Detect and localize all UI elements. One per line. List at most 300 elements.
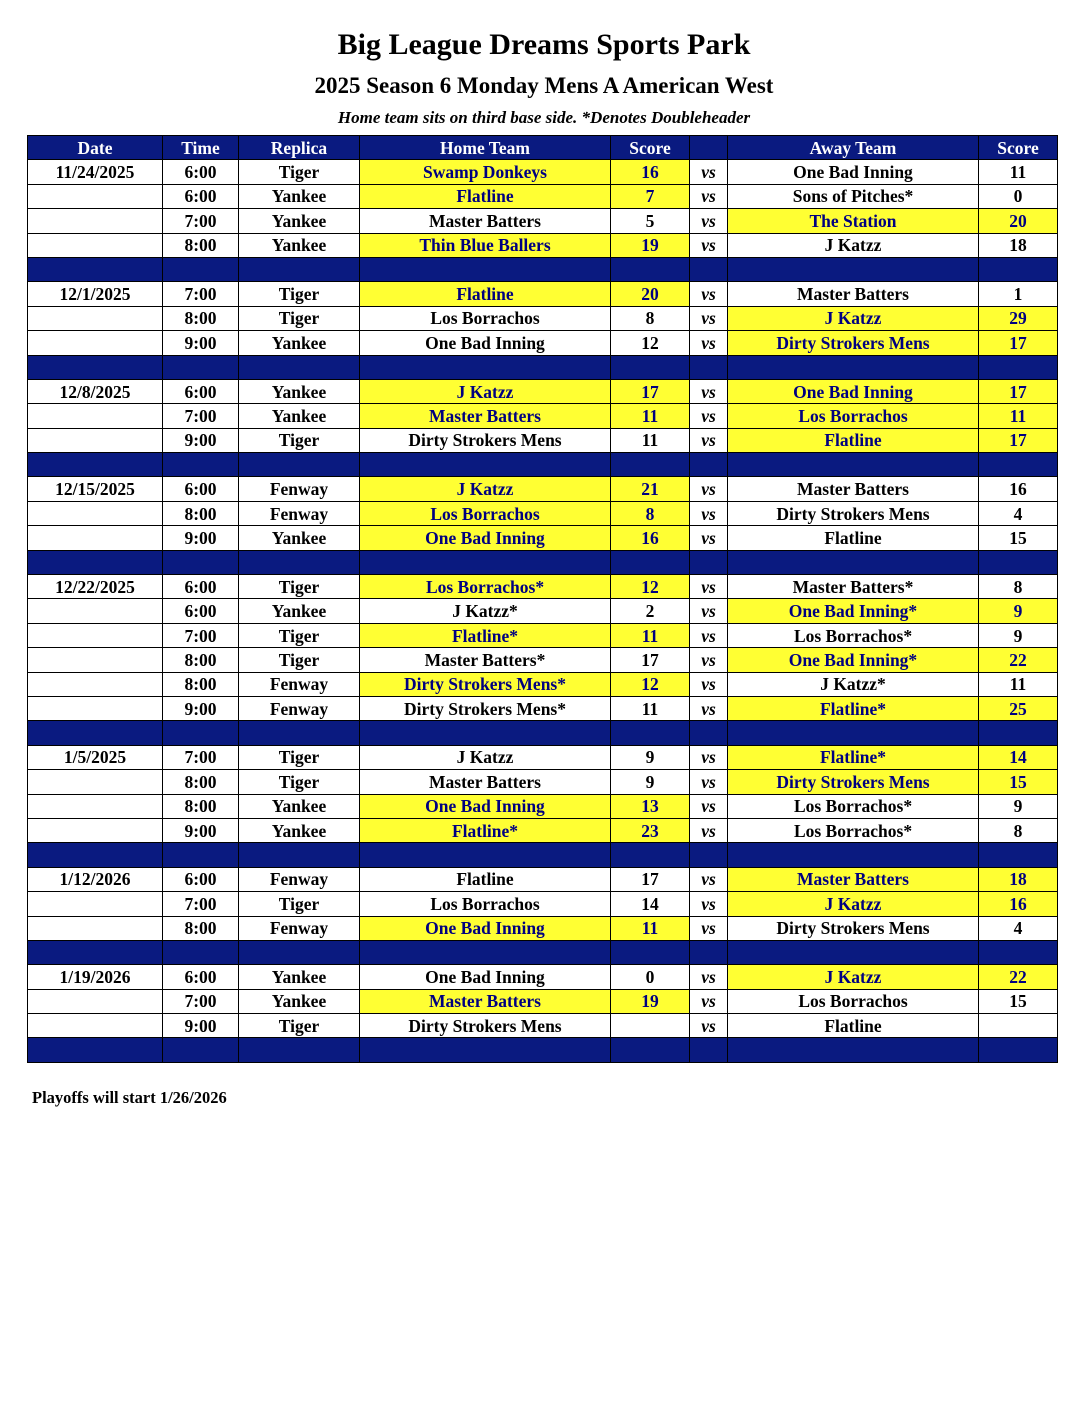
away-score: 17 [979, 428, 1058, 452]
home-team: Dirty Strokers Mens [360, 1014, 611, 1038]
game-replica: Yankee [239, 599, 360, 623]
game-time: 8:00 [163, 916, 239, 940]
week-separator-row [28, 843, 1058, 867]
game-replica: Yankee [239, 818, 360, 842]
separator-cell [728, 721, 979, 745]
away-score: 11 [979, 160, 1058, 184]
home-team: Master Batters [360, 209, 611, 233]
home-score: 12 [611, 331, 690, 355]
home-score: 7 [611, 184, 690, 208]
away-team: J Katzz* [728, 672, 979, 696]
away-team: Flatline [728, 526, 979, 550]
away-score: 29 [979, 306, 1058, 330]
vs-label: vs [690, 1014, 728, 1038]
separator-cell [690, 257, 728, 281]
table-header-row [28, 136, 1058, 160]
away-team: Flatline* [728, 696, 979, 720]
game-row [28, 672, 1058, 696]
separator-cell [728, 1038, 979, 1062]
away-score: 9 [979, 794, 1058, 818]
separator-cell [728, 550, 979, 574]
home-team: Swamp Donkeys [360, 160, 611, 184]
separator-cell [28, 550, 163, 574]
game-replica: Tiger [239, 1014, 360, 1038]
vs-label: vs [690, 818, 728, 842]
game-date [28, 696, 163, 720]
game-time: 6:00 [163, 599, 239, 623]
separator-cell [239, 550, 360, 574]
game-row [28, 794, 1058, 818]
separator-cell [690, 721, 728, 745]
away-score: 11 [979, 672, 1058, 696]
separator-cell [239, 843, 360, 867]
game-date: 1/19/2026 [28, 965, 163, 989]
separator-cell [360, 721, 611, 745]
separator-cell [28, 940, 163, 964]
away-team: Los Borrachos [728, 989, 979, 1013]
separator-cell [690, 453, 728, 477]
game-time: 8:00 [163, 770, 239, 794]
separator-cell [690, 940, 728, 964]
game-row [28, 526, 1058, 550]
home-team: Thin Blue Ballers [360, 233, 611, 257]
game-replica: Yankee [239, 989, 360, 1013]
game-replica: Yankee [239, 526, 360, 550]
home-team: Flatline* [360, 623, 611, 647]
vs-label: vs [690, 648, 728, 672]
page-title: Big League Dreams Sports Park [337, 28, 751, 61]
home-team: Dirty Strokers Mens* [360, 672, 611, 696]
vs-label: vs [690, 282, 728, 306]
separator-cell [28, 1038, 163, 1062]
game-replica: Tiger [239, 892, 360, 916]
separator-cell [360, 843, 611, 867]
vs-label: vs [690, 965, 728, 989]
separator-cell [611, 940, 690, 964]
away-score: 0 [979, 184, 1058, 208]
separator-cell [611, 355, 690, 379]
game-replica: Tiger [239, 282, 360, 306]
game-date [28, 648, 163, 672]
vs-label: vs [690, 575, 728, 599]
home-team: J Katzz [360, 379, 611, 403]
week-separator-row [28, 721, 1058, 745]
separator-cell [28, 257, 163, 281]
vs-label: vs [690, 526, 728, 550]
game-time: 8:00 [163, 672, 239, 696]
home-score: 14 [611, 892, 690, 916]
away-team: Los Borrachos* [728, 794, 979, 818]
game-time: 6:00 [163, 184, 239, 208]
separator-cell [611, 721, 690, 745]
home-score: 16 [611, 526, 690, 550]
vs-label: vs [690, 599, 728, 623]
game-time: 7:00 [163, 745, 239, 769]
vs-label: vs [690, 745, 728, 769]
week-separator-row [28, 940, 1058, 964]
home-team: One Bad Inning [360, 794, 611, 818]
home-team: J Katzz* [360, 599, 611, 623]
separator-cell [360, 257, 611, 281]
home-team: J Katzz [360, 477, 611, 501]
separator-cell [690, 1038, 728, 1062]
game-date [28, 623, 163, 647]
column-header-replica: Replica [239, 136, 360, 160]
separator-cell [239, 453, 360, 477]
away-team: J Katzz [728, 892, 979, 916]
separator-cell [728, 453, 979, 477]
home-score [611, 1014, 690, 1038]
column-header-date: Date [28, 136, 163, 160]
separator-cell [690, 550, 728, 574]
home-score: 20 [611, 282, 690, 306]
home-team: J Katzz [360, 745, 611, 769]
game-time: 8:00 [163, 648, 239, 672]
week-separator-row [28, 1038, 1058, 1062]
vs-label: vs [690, 306, 728, 330]
home-score: 17 [611, 648, 690, 672]
home-team: Los Borrachos [360, 306, 611, 330]
game-date: 12/22/2025 [28, 575, 163, 599]
home-team: One Bad Inning [360, 965, 611, 989]
separator-cell [163, 355, 239, 379]
separator-cell [611, 1038, 690, 1062]
away-score: 4 [979, 916, 1058, 940]
home-team: Flatline [360, 282, 611, 306]
game-row [28, 599, 1058, 623]
vs-label: vs [690, 331, 728, 355]
game-date [28, 404, 163, 428]
home-team: Los Borrachos* [360, 575, 611, 599]
game-row [28, 818, 1058, 842]
game-replica: Tiger [239, 428, 360, 452]
game-time: 6:00 [163, 477, 239, 501]
game-row [28, 696, 1058, 720]
game-time: 6:00 [163, 575, 239, 599]
game-row [28, 770, 1058, 794]
away-score: 8 [979, 575, 1058, 599]
away-score: 1 [979, 282, 1058, 306]
away-score: 25 [979, 696, 1058, 720]
separator-cell [239, 940, 360, 964]
separator-cell [163, 550, 239, 574]
away-score: 17 [979, 331, 1058, 355]
week-separator-row [28, 355, 1058, 379]
away-team: Los Borrachos* [728, 623, 979, 647]
game-replica: Tiger [239, 623, 360, 647]
home-score: 11 [611, 428, 690, 452]
separator-cell [979, 257, 1058, 281]
game-row [28, 233, 1058, 257]
separator-cell [360, 1038, 611, 1062]
away-team: Master Batters* [728, 575, 979, 599]
vs-label: vs [690, 428, 728, 452]
game-replica: Fenway [239, 501, 360, 525]
separator-cell [979, 550, 1058, 574]
home-score: 12 [611, 672, 690, 696]
home-team: Master Batters [360, 989, 611, 1013]
away-score: 16 [979, 892, 1058, 916]
separator-cell [979, 453, 1058, 477]
separator-cell [239, 355, 360, 379]
home-score: 2 [611, 599, 690, 623]
game-time: 6:00 [163, 965, 239, 989]
schedule-body [28, 160, 1058, 1062]
away-team: Sons of Pitches* [728, 184, 979, 208]
separator-cell [979, 843, 1058, 867]
game-date [28, 1014, 163, 1038]
game-time: 9:00 [163, 428, 239, 452]
home-team: One Bad Inning [360, 916, 611, 940]
home-score: 19 [611, 989, 690, 1013]
game-date [28, 331, 163, 355]
separator-cell [728, 843, 979, 867]
game-date: 12/8/2025 [28, 379, 163, 403]
home-team: Los Borrachos [360, 892, 611, 916]
game-replica: Yankee [239, 965, 360, 989]
separator-cell [28, 453, 163, 477]
game-row [28, 623, 1058, 647]
separator-cell [690, 355, 728, 379]
vs-label: vs [690, 672, 728, 696]
game-replica: Fenway [239, 477, 360, 501]
game-replica: Tiger [239, 306, 360, 330]
away-team: Dirty Strokers Mens [728, 501, 979, 525]
game-replica: Fenway [239, 867, 360, 891]
game-replica: Tiger [239, 770, 360, 794]
vs-label: vs [690, 501, 728, 525]
away-score [979, 1014, 1058, 1038]
game-time: 7:00 [163, 282, 239, 306]
away-score: 8 [979, 818, 1058, 842]
game-time: 8:00 [163, 794, 239, 818]
home-score: 8 [611, 306, 690, 330]
game-row [28, 379, 1058, 403]
away-score: 17 [979, 379, 1058, 403]
away-team: Dirty Strokers Mens [728, 331, 979, 355]
game-time: 9:00 [163, 526, 239, 550]
separator-cell [360, 940, 611, 964]
home-score: 9 [611, 770, 690, 794]
separator-cell [979, 355, 1058, 379]
game-replica: Yankee [239, 184, 360, 208]
separator-cell [611, 257, 690, 281]
away-score: 18 [979, 867, 1058, 891]
game-date [28, 892, 163, 916]
game-date: 1/5/2025 [28, 745, 163, 769]
vs-label: vs [690, 989, 728, 1013]
game-time: 9:00 [163, 331, 239, 355]
game-row [28, 331, 1058, 355]
home-team: Master Batters [360, 770, 611, 794]
game-replica: Fenway [239, 916, 360, 940]
separator-cell [690, 843, 728, 867]
game-row [28, 282, 1058, 306]
separator-cell [239, 721, 360, 745]
separator-cell [611, 550, 690, 574]
game-time: 7:00 [163, 623, 239, 647]
game-row [28, 184, 1058, 208]
away-score: 20 [979, 209, 1058, 233]
away-team: J Katzz [728, 965, 979, 989]
home-score: 17 [611, 867, 690, 891]
game-replica: Tiger [239, 648, 360, 672]
vs-label: vs [690, 892, 728, 916]
game-replica: Yankee [239, 404, 360, 428]
game-time: 7:00 [163, 989, 239, 1013]
separator-cell [28, 721, 163, 745]
away-score: 14 [979, 745, 1058, 769]
vs-label: vs [690, 867, 728, 891]
game-date [28, 989, 163, 1013]
vs-label: vs [690, 916, 728, 940]
game-date [28, 428, 163, 452]
separator-cell [163, 257, 239, 281]
away-team: Los Borrachos* [728, 818, 979, 842]
separator-cell [163, 1038, 239, 1062]
game-row [28, 160, 1058, 184]
away-team: The Station [728, 209, 979, 233]
column-header-vs [690, 136, 728, 160]
page-subtitle: 2025 Season 6 Monday Mens A American West [314, 73, 774, 98]
schedule-table [27, 135, 1058, 1063]
game-date [28, 916, 163, 940]
game-time: 8:00 [163, 233, 239, 257]
game-date: 12/15/2025 [28, 477, 163, 501]
doubleheader-note: Home team sits on third base side. *Denotes Doubleheader [337, 108, 751, 127]
column-header-home-score: Score [611, 136, 690, 160]
game-replica: Yankee [239, 233, 360, 257]
game-date [28, 599, 163, 623]
home-score: 11 [611, 404, 690, 428]
game-replica: Yankee [239, 331, 360, 355]
away-team: Master Batters [728, 282, 979, 306]
game-time: 6:00 [163, 867, 239, 891]
game-row [28, 209, 1058, 233]
separator-cell [163, 453, 239, 477]
game-replica: Yankee [239, 379, 360, 403]
separator-cell [728, 940, 979, 964]
home-score: 11 [611, 623, 690, 647]
separator-cell [728, 257, 979, 281]
home-score: 19 [611, 233, 690, 257]
game-row [28, 892, 1058, 916]
away-score: 9 [979, 623, 1058, 647]
away-team: One Bad Inning [728, 160, 979, 184]
home-score: 23 [611, 818, 690, 842]
home-score: 17 [611, 379, 690, 403]
vs-label: vs [690, 209, 728, 233]
away-score: 16 [979, 477, 1058, 501]
away-score: 15 [979, 526, 1058, 550]
vs-label: vs [690, 184, 728, 208]
game-row [28, 648, 1058, 672]
separator-cell [611, 453, 690, 477]
separator-cell [163, 940, 239, 964]
vs-label: vs [690, 477, 728, 501]
away-team: Dirty Strokers Mens [728, 770, 979, 794]
game-row [28, 477, 1058, 501]
game-time: 7:00 [163, 209, 239, 233]
game-row [28, 1014, 1058, 1038]
home-team: Master Batters* [360, 648, 611, 672]
week-separator-row [28, 550, 1058, 574]
game-time: 8:00 [163, 501, 239, 525]
away-team: One Bad Inning* [728, 599, 979, 623]
week-separator-row [28, 453, 1058, 477]
separator-cell [728, 355, 979, 379]
away-score: 15 [979, 770, 1058, 794]
home-score: 16 [611, 160, 690, 184]
game-date [28, 233, 163, 257]
game-row [28, 428, 1058, 452]
game-row [28, 989, 1058, 1013]
game-date [28, 526, 163, 550]
home-team: Dirty Strokers Mens* [360, 696, 611, 720]
game-date [28, 184, 163, 208]
separator-cell [28, 843, 163, 867]
game-time: 9:00 [163, 696, 239, 720]
away-team: One Bad Inning* [728, 648, 979, 672]
away-team: Los Borrachos [728, 404, 979, 428]
away-score: 9 [979, 599, 1058, 623]
separator-cell [239, 257, 360, 281]
game-time: 8:00 [163, 306, 239, 330]
separator-cell [611, 843, 690, 867]
vs-label: vs [690, 233, 728, 257]
game-replica: Tiger [239, 745, 360, 769]
home-team: Dirty Strokers Mens [360, 428, 611, 452]
game-date: 11/24/2025 [28, 160, 163, 184]
game-date [28, 672, 163, 696]
game-row [28, 916, 1058, 940]
home-score: 9 [611, 745, 690, 769]
separator-cell [163, 721, 239, 745]
away-score: 22 [979, 648, 1058, 672]
game-date: 1/12/2026 [28, 867, 163, 891]
separator-cell [163, 843, 239, 867]
game-replica: Fenway [239, 696, 360, 720]
vs-label: vs [690, 379, 728, 403]
vs-label: vs [690, 770, 728, 794]
vs-label: vs [690, 696, 728, 720]
vs-label: vs [690, 623, 728, 647]
separator-cell [979, 1038, 1058, 1062]
home-team: Los Borrachos [360, 501, 611, 525]
away-score: 22 [979, 965, 1058, 989]
game-date [28, 501, 163, 525]
game-time: 9:00 [163, 818, 239, 842]
home-team: Flatline [360, 184, 611, 208]
separator-cell [239, 1038, 360, 1062]
column-header-home-team: Home Team [360, 136, 611, 160]
game-replica: Tiger [239, 160, 360, 184]
game-row [28, 965, 1058, 989]
vs-label: vs [690, 404, 728, 428]
home-score: 0 [611, 965, 690, 989]
game-row [28, 575, 1058, 599]
separator-cell [360, 453, 611, 477]
separator-cell [979, 721, 1058, 745]
vs-label: vs [690, 794, 728, 818]
away-score: 4 [979, 501, 1058, 525]
away-team: Dirty Strokers Mens [728, 916, 979, 940]
home-score: 12 [611, 575, 690, 599]
separator-cell [979, 940, 1058, 964]
separator-cell [360, 355, 611, 379]
game-date [28, 818, 163, 842]
home-score: 5 [611, 209, 690, 233]
